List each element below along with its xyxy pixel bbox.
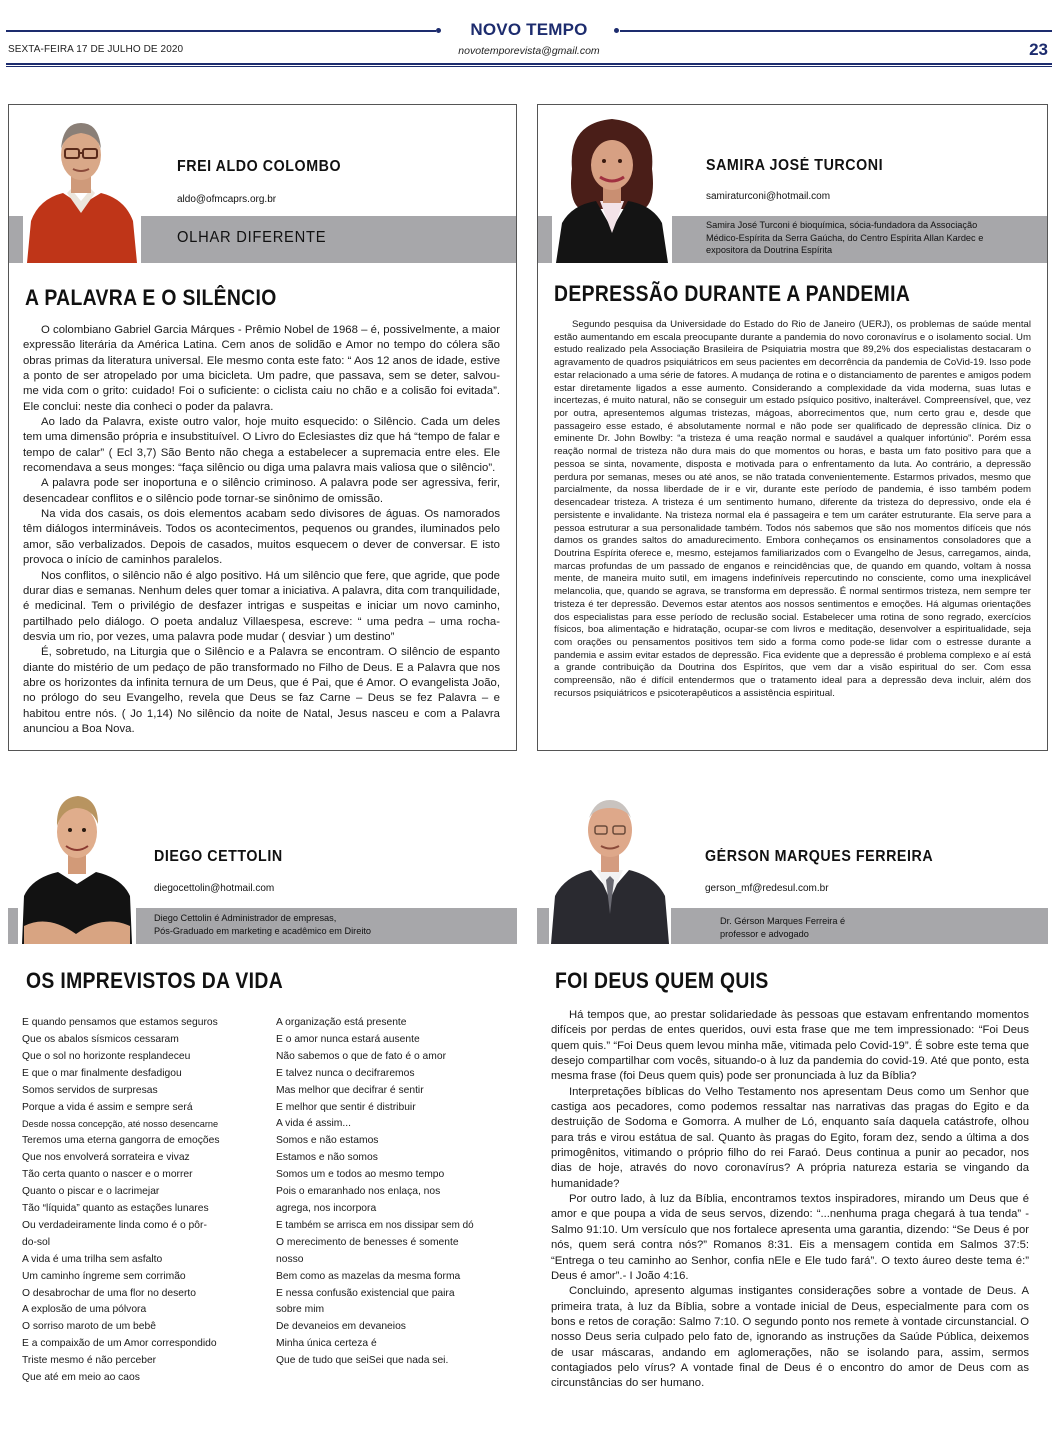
poem-line: E quando pensamos que estamos seguros (22, 1017, 218, 1028)
poem-line: Somos servidos de surpresas (22, 1084, 158, 1096)
paragraph: Na vida dos casais, os dois elementos acabam sedo divisores de águas. Os namorados têm diálogos intermináveis. Todos os acontecimentos, pequenos ou grandes, iluminados pelo amor, são verbalizados. Depois de casados, muitos esquecem o dever de conversar. E isto provoca o início de caminhos paralelos. (23, 508, 500, 567)
poem-line: nosso (276, 1253, 304, 1265)
paragraph: Interpretações bíblicas do Velho Testamento nos apresentam Deus como um Senhor que castiga aos pecadores, como podemos ressaltar nas narrativas das pragas do Egito e da destruição de Sodoma e Gomorra. A mulher de Ló, enquanto saía daquela catástrofe, olhou para trás e virou estátua de sal. Quanto às pragas do Egito, foram dez, sendo a última a dos primogênitos, vitimando o próprio filho do rei Faraó. Deus continua a punir ao pecador, nos dias de hoje, através do novo coronavírus? A própria natureza estaria se vingando da humanidade? (551, 1085, 1029, 1190)
paragraph: Nos conflitos, o silêncio não é algo positivo. Há um silêncio que fere, que agride, que pode durar dias e semanas. Nenhum deles quer tomar a iniciativa. A palavra, dita com tranquilidade, é medicinal. Tem o privilégio de desfazer intrigas e suspeitas e iniciar um novo caminho, partilhado pelo diálogo. O poeta andaluz Villaespesa, escreve: “ uma pedra – uma rocha- desvia um rio, por vezes, uma palavra pode mudar ( desviar ) um destino” (23, 569, 500, 643)
article-body (551, 1008, 1029, 1392)
column-title: OLHAR DIFERENTE (177, 229, 327, 246)
paragraph: É, sobretudo, na Liturgia que o Silêncio e a Palavra se encontram. O silêncio de espanto diante do mistério de um pedaço de pão transformado no Filho de Deus. E a Palavra que nos abre os horizontes da infinita ternura de um Deus, que é Pai, que é Amor. O evangelista João, no prólogo do seu Evangelho, revela que Deus se faz Carne – Deus se fez Palavra – e habitou entre nós. ( Jo 1,14) No silêncio da noite de Natal, Jesus nasceu e com a Palavra anunciou a Boa Nova. (23, 646, 500, 735)
byline-diego (8, 772, 517, 944)
author-name: SAMIRA JOSÉ TURCONI (706, 157, 884, 174)
paragraph: Por outro lado, à luz da Bíblia, encontramos textos inspiradores, mirando um Deus que é amor e que poupa a vida de seus servos, dizendo: “...nenhuma praga chegará à tua tenda” - Salmo 91:10. Um versículo que nos fortalece apresenta uma garantia, dizendo: “Se Deus é por nós, quem será contra nós?” Romanos 8:31. Eis a mensagem contida em Salmos 37:5: “Entrega o teu caminho ao Senhor, confia nEle e Ele tudo fará”. O texto áureo deste tema é:” Deus é amor”.- I João 4:16. (551, 1193, 1029, 1282)
poem-line: Somos um e todos ao mesmo tempo (276, 1169, 445, 1181)
poem-line: E a compaixão de um Amor correspondido (22, 1338, 217, 1350)
author-name: DIEGO CETTOLIN (154, 848, 283, 865)
poem-line: agrega, nos incorpora (276, 1202, 377, 1214)
poem-line: E melhor que sentir é distribuir (276, 1101, 416, 1113)
column-diego (8, 772, 517, 1412)
poem-line: E também se arrisca em nos dissipar sem dó (276, 1219, 474, 1231)
paragraph: O colombiano Gabriel Garcia Márques - Prêmio Nobel de 1968 – é, possivelmente, a maior expressão literária da América Latina. Cem anos de solidão e Amor no tempo do cólera são obras primas da literatura universal. Ele mesmo conta este fato: “ Aos 12 anos de idade, estive a ponto de ser atropelado por uma bicicleta. Um padre, que passava, sem se deter, salvou- me vida com o grito: cuidado! Foi o suficiente: o ciclista caiu no chão e a colisão foi evitada”. Ele conclui: neste dia conheci o poder da palavra. (23, 324, 500, 413)
bio-line: Diego Cettolin é Administrador de empresas, (154, 913, 337, 923)
author-name: FREI ALDO COLOMBO (177, 158, 342, 175)
author-email[interactable]: samiraturconi@hotmail.com (706, 191, 831, 202)
author-bio (154, 912, 484, 937)
poem-line: De devaneios em devaneios (276, 1321, 406, 1333)
page-number: 23 (1029, 40, 1048, 59)
poem-line: Que nos envolverá sorrateira e vivaz (22, 1152, 190, 1164)
issue-date: SEXTA-FEIRA 17 DE JULHO DE 2020 (8, 44, 184, 55)
poem-line: E que o mar finalmente desfadigou (22, 1067, 182, 1079)
column-samira (537, 104, 1048, 751)
article-headline: FOI DEUS QUEM QUIS (555, 968, 769, 993)
byline-frei (9, 105, 516, 263)
poem-line: Quanto o piscar e o lacrimejar (22, 1186, 160, 1198)
poem-line: Ou verdadeiramente linda como é o pôr- (22, 1219, 207, 1231)
poem-line: E o amor nunca estará ausente (276, 1033, 420, 1045)
poem-line: E nessa confusão existencial que paira (276, 1287, 455, 1299)
author-email[interactable]: diegocettolin@hotmail.com (154, 883, 275, 894)
paragraph: A palavra pode ser inoportuna e o silêncio criminoso. A palavra pode ser agressiva, ferir, desencadear conflitos e o silêncio pode tornar-se sinônimo de omissão. (23, 477, 500, 505)
poem-line: Somos e não estamos (276, 1135, 379, 1147)
article-body (23, 323, 500, 737)
poem-line: Pois o emaranhado nos enlaça, nos (276, 1186, 441, 1198)
masthead-title: NOVO TEMPO (470, 20, 588, 39)
paragraph: Concluindo, apresento algumas instigantes considerações sobre a vontade de Deus. A primeira trata, à luz da Bíblia, sobre a vontade inicial de Deus, especialmente para com os bons e retos de coração: Salmo 7:10. O segundo ponto nos remete à vontade circunstancial. O nosso Deus seria culpado pelo fato de, ignorando as instruções da Saúde Pública, deixemos de usar máscaras, andando em aglomerações, não se isolando para, assim, sermos contagiados pelo vírus? A vontade final de Deus é o encontro do amor de Deus com as circunstâncias do ser humano. (551, 1285, 1029, 1390)
article-headline: OS IMPREVISTOS DA VIDA (26, 968, 284, 993)
poem-line: Não sabemos o que de fato é o amor (276, 1050, 447, 1062)
poem-line: E talvez nunca o decifraremos (276, 1067, 415, 1079)
author-name: GÉRSON MARQUES FERREIRA (705, 848, 934, 865)
poem-line: Um caminho íngreme sem corrimão (22, 1270, 186, 1282)
header-bottom-rule (6, 63, 1052, 67)
poem-line: Mas melhor que decifrar é sentir (276, 1084, 424, 1096)
bio-line: Pós-Graduado em marketing e acadêmico em Direito (154, 925, 372, 936)
poem-line: Que o sol no horizonte resplandeceu (22, 1050, 191, 1062)
poem-line: A organização está presente (276, 1017, 407, 1028)
bio-line: Dr. Gérson Marques Ferreira é (720, 916, 846, 926)
poem-line: Estamos e não somos (276, 1152, 378, 1164)
author-bio (720, 915, 1020, 940)
article-headline: A PALAVRA E O SILÊNCIO (25, 285, 277, 310)
poem-line: Bem como as mazelas da mesma forma (276, 1270, 461, 1282)
poem-line: O sorriso maroto de um bebê (22, 1321, 156, 1333)
author-photo-gerson (549, 784, 671, 944)
column-gerson (537, 772, 1048, 1412)
poem-line: Que de tudo que seiSei que nada sei. (276, 1355, 449, 1367)
poem-line: A vida é assim... (276, 1118, 351, 1130)
poem-column-left (22, 1015, 272, 1387)
poem-line: Minha única certeza é (276, 1338, 377, 1350)
poem-line: Tão “líquida” quanto as estações lunares (22, 1202, 209, 1214)
author-photo-samira (552, 109, 672, 263)
poem-line: Que até em meio ao caos (22, 1372, 140, 1384)
poem-line: Que os abalos sísmicos cessaram (22, 1033, 179, 1045)
bio-line: professor e advogado (720, 928, 809, 939)
author-photo-frei (23, 109, 141, 263)
masthead-email[interactable]: novotemporevista@gmail.com (458, 45, 600, 57)
poem-line: A explosão de uma pólvora (22, 1304, 147, 1316)
article-headline: DEPRESSÃO DURANTE A PANDEMIA (554, 281, 911, 306)
poem-line: Teremos uma eterna gangorra de emoções (22, 1135, 220, 1147)
paragraph: Ao lado da Palavra, existe outro valor, hoje muito esquecido: o Silêncio. Cada um deles tem uma dimensão própria e insubstituível. O Livro do Eclesiastes diz que há “tempo de falar e tempo de calar” ( Ecl 3,7) São Bento não chega a estabelecer a supremacia entre eles. Ele recomendava a seus monges: “faça silêncio ou diga uma palavra mais valiosa que o silêncio”. (23, 416, 500, 475)
poem-line: Desde nossa concepção, até nosso desencarne (22, 1119, 219, 1130)
article-body (554, 319, 1031, 701)
poem-line: O desabrochar de uma flor no deserto (22, 1287, 197, 1299)
byline-gerson (537, 772, 1048, 944)
paragraph: Há tempos que, ao prestar solidariedade às pessoas que estavam enfrentando momentos difíceis por perdas de entes queridos, ouvi esta frase que me tem impressionado: “Foi Deus quem quis.” “Foi Deus quem levou minha mãe, vitimada pelo Covid-19”. É sobre este tema que desejo compartilhar com vocês, situando-o à luz da pandemia do covid-19. Até que ponto, esta mesma frase (foi Deus quem quis) pode ser pronunciada à luz da Bíblia? (551, 1009, 1029, 1083)
author-bio: Samira José Turconi é bioquímica, sócia-fundadora da Associação Médico-Espírita da Serra Gaúcha, do Centro Espírita Allan Kardec e expositora da Doutrina Espírita (706, 220, 984, 256)
poem-line: O merecimento de benesses é somente (276, 1236, 459, 1248)
author-email[interactable]: aldo@ofmcaprs.org.br (177, 194, 277, 205)
poem-line: Tão certa quanto o nascer e o morrer (22, 1169, 193, 1181)
byline-samira (538, 105, 1047, 263)
poem-line: Triste mesmo é não perceber (22, 1355, 157, 1367)
poem-line: A vida é uma trilha sem asfalto (22, 1253, 163, 1265)
paragraph: Segundo pesquisa da Universidade do Estado do Rio de Janeiro (UERJ), os problemas de saúde mental estão aumentando em escala preocupante durante a pandemia do novo coronavírus e o isolamento social. Um estudo realizado pela Associação Brasileira de Psiquiatria mostra que 89,2% dos especialistas destacaram o agravamento de quadros psiquiátricos em seus pacientes em decorrência da pandemia de CoVid-19. Isso pode estar relacionado a uma série de fatores. A mudança de rotina e o distanciamento de parentes e amigos podem estar diretamente ligados a esse aumento. Considerando a complexidade da vida moderna, suas lutas e incertezas, é muito natural, não se conseguir um estado psíquico positivo, inalterável. Compreensível, que, vez por outra, apresentemos algumas tristezas, mágoas, aborrecimentos que, num certo grau e, desde que passageiro esse estado, é absolutamente normal e não pode ser qualificado de depressão clínica. Diz o eminente Dr. John Bowlby: “a tristeza é uma reação normal e saudável a qualquer infortúnio”. Porém essa reação normal de tristeza não dura mais do que momentos ou horas, e basta um fato positivo para que a pessoa se sinta, novamente, disposta e motivada para o enfrentamento da luta. Ao contrário, a depressão perdura por semanas, meses ou até anos, se não tratada convenientemente. Estarmos privados, mesmo que parcialmente, da nossa liberdade de ir e vir, durante este período de pandemia, é isso também podem desencadear tristeza. A tristeza é um sentimento humano, diferente da tristeza do depressivo, onde ela é persistente e invalidante. Na tristeza normal ela é passageira e tem um caráter estruturante. Ela serve para a pessoa estruturar a sua personalidade também. Todos nós sabemos que são nos momentos difíceis que nós damos os grandes saltos do amadurecimento. Embora conheçamos os ensinamentos consoladores que a Doutrina Espírita oferece e, mesmo, estejamos familiarizados com o Evangelho de Jesus, carregamos, ainda, marcas profundas de um passado de enganos e reincidências que, de quando em quando, voltam à nossa mente, de maneira muito sutil, em imagens indefiníveis repercutindo no consciente, como uma inexplicável melancolia, que, quando se agrava, se transforma em depressão. É normal sentirmos tristeza, nem sempre ter tristeza é ter depressão. Devemos estar atentos aos nossos sentimentos e emoções. Há algumas orientações dos especialistas para esse período de reclusão social. Estabelecer uma rotina de sono regrado, exercícios físicos, boa alimentação e hidratação, ocupar-se com livros e meditação, desenvolver a espiritualidade, seja com orações ou pensamentos positivos tem sido a forma como pode-se lidar com o estresse durante a pandemia e assim evitar estados de depressão. Fica evidente que a depressão é problema complexo e aí está a grande contribuição da Doutrina dos Espíritos, que vem dar a visão espiritual do ser. Com essa compreensão, não é difícil entendermos que o tratamento ideal para a depressão deva incluir, além dos recursos psiquiátricos e psicoterapêuticos a assistência espiritual. (554, 319, 1031, 699)
poem-line: sobre mim (276, 1304, 325, 1316)
column-frei-aldo (8, 104, 517, 751)
author-email[interactable]: gerson_mf@redesul.com.br (705, 883, 829, 894)
poem-line: Porque a vida é assim e sempre será (22, 1101, 193, 1113)
poem-column-right (276, 1015, 512, 1370)
poem-line: do-sol (22, 1236, 51, 1248)
author-photo-diego (18, 784, 136, 944)
